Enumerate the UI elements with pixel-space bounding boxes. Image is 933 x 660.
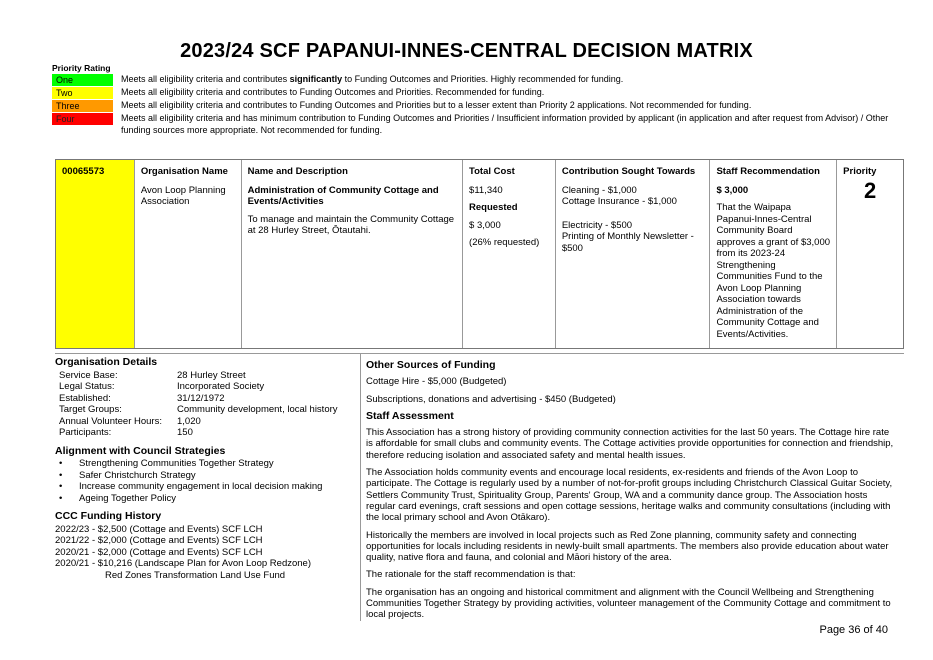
assessment-paragraph: The Association holds community events and encourage local residents, ex-residents and friends of the Avon Loop to participate. The Cottage is regularly used by a number of not-for-profit groups including Christchurch Classical Guitar Society, Settlers Community Trust, Spirituality Group, Parents' Group, WA and a community dance group. The Association hosts regular card evenings, craft sessions and open cottage sessions, heritage walks and community consultations (including with the local primary school and Avon Otākaro). xyxy=(366,467,893,524)
legend-row-two xyxy=(52,87,892,99)
contribution-header: Contribution Sought Towards xyxy=(561,166,696,177)
legend-swatch-four: Four xyxy=(52,113,113,125)
contribution-cell xyxy=(556,160,711,348)
other-funding-line: Cottage Hire - $5,000 (Budgeted) xyxy=(366,376,507,388)
decision-matrix-table xyxy=(55,159,904,349)
alignment-title: Alignment with Council Strategies xyxy=(55,444,226,457)
organisation-header: Organisation Name xyxy=(140,166,228,177)
assessment-paragraph: The organisation has an ongoing and historical commitment and alignment with the Council Wellbeing and Strengthening Communities Together Strategy by providing activities, volunteer management of the Community Cottage and commitment to local projects. xyxy=(366,586,891,621)
list-item: • Safer Christchurch Strategy xyxy=(59,469,196,481)
org-details-title: Organisation Details xyxy=(55,356,158,368)
list-item: • Ageing Together Policy xyxy=(59,492,176,504)
project-description: To manage and maintain the Community Cottage at 28 Hurley Street, Ōtautahi. xyxy=(247,213,455,236)
priority-value: 2 xyxy=(863,177,877,203)
legend-row-four xyxy=(52,113,892,136)
assessment-paragraph: The rationale for the staff recommendation is that: xyxy=(366,569,576,581)
requested-amount: $ 3,000 xyxy=(469,219,501,231)
assessment-paragraph: This Association has a strong history of providing community connection activities for the last 50 years. The Cottage hire rate is affordable for small clubs and community events. The Cottage activities provide opportunities for connection and friendship, therefore reducing isolation and associated safety and mental health issues. xyxy=(366,427,894,461)
other-funding-line: Subscriptions, donations and advertising - $450 (Budgeted) xyxy=(366,393,616,405)
legend-row-three xyxy=(52,100,892,112)
priority-legend xyxy=(52,63,892,137)
application-id-cell xyxy=(56,160,135,348)
page-number: Page 36 of 40 xyxy=(819,624,888,636)
legend-swatch-three: Three xyxy=(52,100,113,112)
contribution-item: Cleaning - $1,000 xyxy=(561,184,637,196)
list-item: 2022/23 - $2,500 (Cottage and Events) SCF LCH xyxy=(55,523,263,535)
assessment-paragraph: Historically the members are involved in local projects such as Red Zone planning, community safety and connecting opportunities for locals including residents in newly-built small apartments. The members also provide education about water quality, native flora and fauna, and colonial and Māori history of the area. xyxy=(366,529,889,564)
description-header: Name and Description xyxy=(247,166,348,177)
funding-history-list xyxy=(55,524,358,582)
legend-heading: Priority Rating xyxy=(52,63,111,73)
list-item: • Increase community engagement in local decision making xyxy=(59,481,323,492)
list-item: 2021/22 - $2,000 (Cottage and Events) SCF LCH xyxy=(55,535,263,546)
detail-row: Target Groups: Community development, local history xyxy=(59,404,338,415)
legend-swatch-one: One xyxy=(52,74,113,86)
other-funding-title: Other Sources of Funding xyxy=(366,359,496,371)
detail-row: Participants: 150 xyxy=(59,427,193,438)
recommendation-text: That the Waipapa Papanui-Innes-Central Community Board approves a grant of $3,000 from its 2023-24 Strengthening Communities Fund to the Avon Loop Planning Association towards Administration of the Community Cottage and Events/Activities. xyxy=(716,202,831,340)
legend-row-one xyxy=(52,74,892,86)
detail-row: Annual Volunteer Hours: 1,020 xyxy=(59,415,201,427)
list-item-continuation: Red Zones Transformation Land Use Fund xyxy=(105,569,286,581)
priority-cell xyxy=(837,160,903,348)
cost-header: Total Cost xyxy=(469,166,515,177)
alignment-list xyxy=(55,458,358,504)
left-panel xyxy=(55,357,358,581)
staff-recommendation-cell xyxy=(710,160,837,348)
legend-text-three: Meets all eligibility criteria and contributes to Funding Outcomes and Priorities but to a lesser extent than Priority 2 applications. Not recommended for funding. xyxy=(121,100,752,110)
page-title: 2023/24 SCF PAPANUI-INNES-CENTRAL DECISION MATRIX xyxy=(180,40,753,62)
detail-row: Established: 31/12/1972 xyxy=(59,392,225,404)
list-item: 2020/21 - $10,216 (Landscape Plan for Avon Loop Redzone) xyxy=(55,558,311,569)
legend-swatch-two: Two xyxy=(52,87,113,99)
legend-text-four: Meets all eligibility criteria and has minimum contribution to Funding Outcomes and Priorities / Insufficient information provided by applicant (in application and after request from Advisor) / Other funding sources more appropriate. Not recommended for funding. xyxy=(121,113,889,135)
project-title: Administration of Community Cottage and Events/Activities xyxy=(247,184,439,207)
requested-label: Requested xyxy=(469,202,518,213)
total-cost: $11,340 xyxy=(469,184,503,196)
staff-assessment-title: Staff Assessment xyxy=(366,409,454,422)
list-item: • Strengthening Communities Together Strategy xyxy=(59,458,274,469)
description-cell xyxy=(242,160,463,348)
cost-cell xyxy=(463,160,556,348)
organisation-name: Avon Loop Planning Association xyxy=(140,184,226,207)
recommended-amount: $ 3,000 xyxy=(716,184,749,196)
contribution-item: Electricity - $500 xyxy=(561,219,633,231)
legend-text-one: Meets all eligibility criteria and contributes significantly to Funding Outcomes and Priorities. Highly recommended for funding. xyxy=(121,74,624,84)
right-panel xyxy=(366,360,896,627)
requested-percentage: (26% requested) xyxy=(469,237,540,248)
contribution-item: Printing of Monthly Newsletter - $500 xyxy=(561,231,694,254)
priority-header: Priority xyxy=(843,166,877,177)
section-divider xyxy=(55,353,904,354)
legend-text-two: Meets all eligibility criteria and contributes to Funding Outcomes and Priorities. Recommended for funding. xyxy=(121,87,545,97)
column-divider xyxy=(360,353,361,621)
application-id: 00065573 xyxy=(62,166,105,177)
funding-history-title: CCC Funding History xyxy=(55,510,162,522)
list-item: 2020/21 - $2,000 (Cottage and Events) SCF LCH xyxy=(55,546,263,558)
detail-row: Legal Status: Incorporated Society xyxy=(59,381,265,392)
organisation-cell xyxy=(135,160,242,348)
detail-row: Service Base: 28 Hurley Street xyxy=(59,369,246,381)
staff-recommendation-header: Staff Recommendation xyxy=(716,166,820,177)
contribution-item: Cottage Insurance - $1,000 xyxy=(561,196,677,207)
